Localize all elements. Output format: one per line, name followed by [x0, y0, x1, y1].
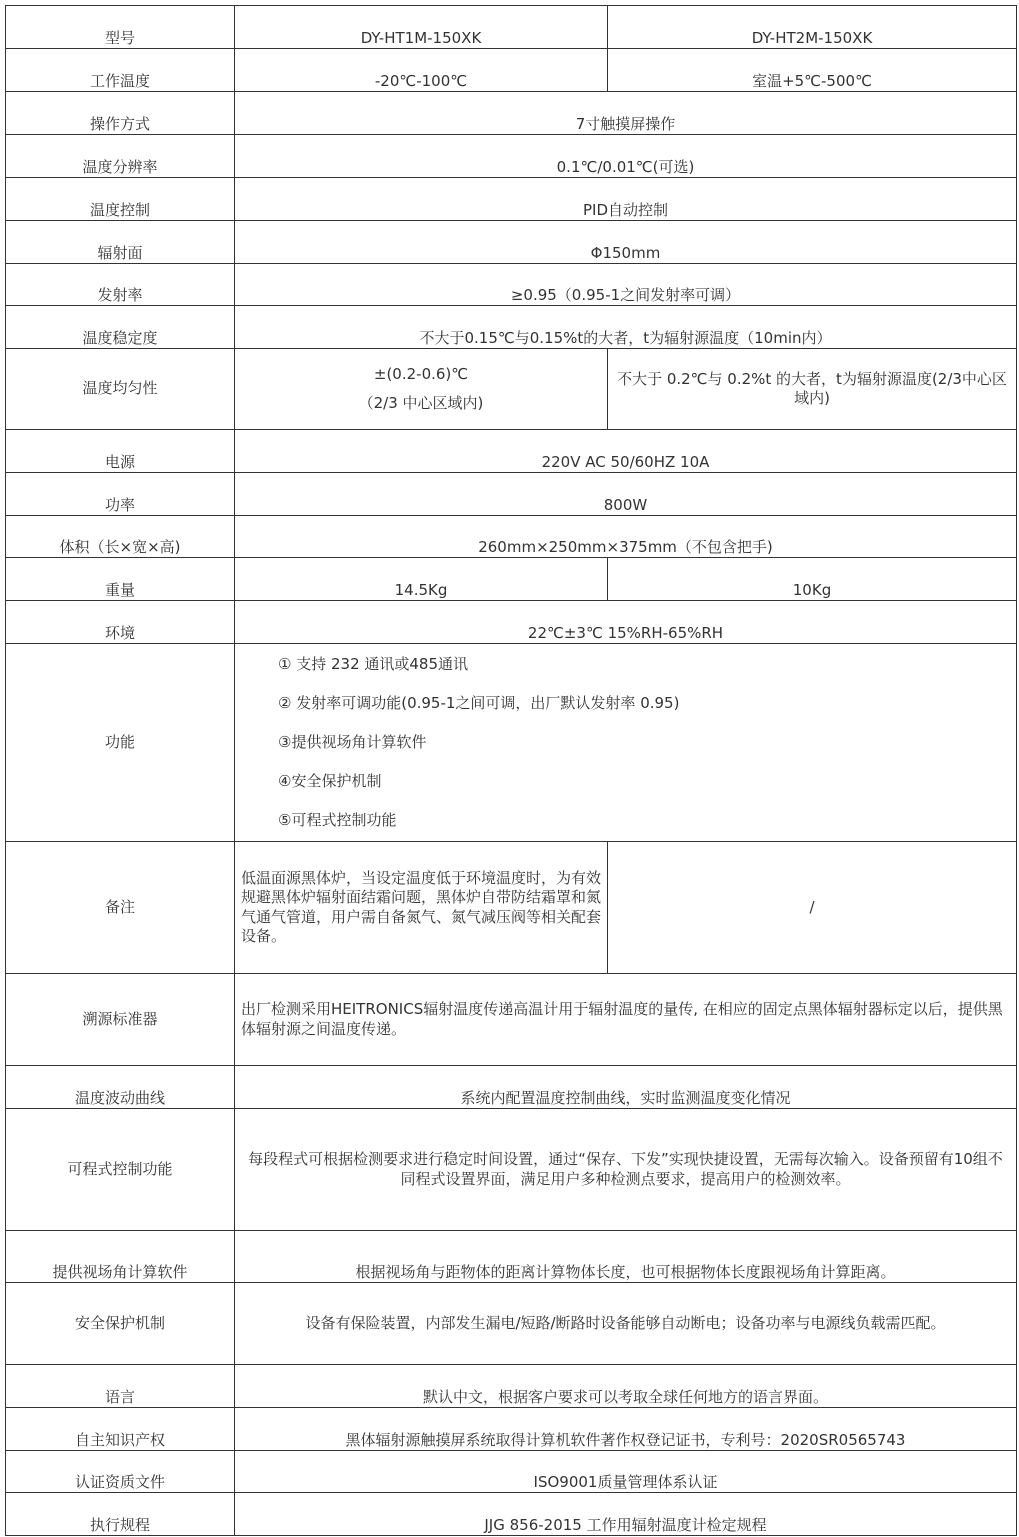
control-value: PID自动控制 — [235, 178, 1017, 221]
spec-table — [5, 5, 1017, 1536]
functions-value — [235, 644, 1017, 842]
row-volume — [6, 516, 1017, 558]
regulation-value: JJG 856-2015 工作用辐射温度计检定规程 — [235, 1493, 1017, 1536]
stability-value: 不大于0.15℃与0.15%t的大者，t为辐射源温度（10min内） — [235, 306, 1017, 349]
volume-value: 260mm×250mm×375mm（不包含把手) — [235, 516, 1017, 558]
row-power — [6, 473, 1017, 516]
power-value: 800W — [235, 473, 1017, 516]
row-remarks — [6, 842, 1017, 974]
weight-value-1: 14.5Kg — [235, 558, 608, 601]
environment-label: 环境 — [6, 601, 235, 644]
work-temp-value-2: 室温+5℃-500℃ — [608, 49, 1017, 92]
weight-value-2: 10Kg — [608, 558, 1017, 601]
row-model — [6, 6, 1017, 49]
row-traceability — [6, 974, 1017, 1066]
stability-label: 温度稳定度 — [6, 306, 235, 349]
power-supply-label: 电源 — [6, 430, 235, 473]
traceability-value: 出厂检测采用HEITRONICS辐射温度传递高温计用于辐射温度的量传, 在相应的固定点黑体辐射器标定以后，提供黑体辐射源之间温度传递。 — [235, 974, 1017, 1066]
function-item: ② 发射率可调功能(0.95-1之间可调，出厂默认发射率 0.95) — [278, 694, 680, 712]
curve-value: 系统内配置温度控制曲线，实时监测温度变化情况 — [235, 1066, 1017, 1109]
safety-label: 安全保护机制 — [6, 1283, 235, 1365]
uniformity-value-1 — [235, 349, 608, 430]
regulation-label: 执行规程 — [6, 1493, 235, 1536]
row-resolution — [6, 135, 1017, 178]
remarks-label: 备注 — [6, 842, 235, 974]
model-value-1: DY-HT1M-150XK — [235, 6, 608, 49]
row-regulation — [6, 1493, 1017, 1536]
curve-label: 温度波动曲线 — [6, 1066, 235, 1109]
uniformity-area: （2/3 中心区域内) — [358, 394, 484, 412]
work-temp-label: 工作温度 — [6, 49, 235, 92]
volume-label: 体积（长×宽×高) — [6, 516, 235, 558]
operation-value: 7寸触摸屏操作 — [235, 92, 1017, 135]
model-label: 型号 — [6, 6, 235, 49]
function-item: ③提供视场角计算软件 — [278, 733, 427, 751]
row-language — [6, 1365, 1017, 1408]
row-curve — [6, 1066, 1017, 1109]
row-functions — [6, 644, 1017, 842]
remarks-value-1: 低温面源黑体炉，当设定温度低于环境温度时，为有效规避黑体炉辐射面结霜问题，黑体炉自带防结霜罩和氮气通气管道，用户需自备氮气、氮气减压阀等相关配套设备。 — [235, 842, 608, 974]
surface-label: 辐射面 — [6, 221, 235, 264]
work-temp-value-1: -20℃-100℃ — [235, 49, 608, 92]
model-value-2: DY-HT2M-150XK — [608, 6, 1017, 49]
function-item: ⑤可程式控制功能 — [278, 811, 397, 829]
programmable-label: 可程式控制功能 — [6, 1109, 235, 1231]
functions-list — [241, 645, 1010, 840]
row-fov-software — [6, 1231, 1017, 1283]
row-operation — [6, 92, 1017, 135]
uniformity-label: 温度均匀性 — [6, 349, 235, 430]
certification-value: ISO9001质量管理体系认证 — [235, 1451, 1017, 1493]
power-label: 功率 — [6, 473, 235, 516]
row-uniformity — [6, 349, 1017, 430]
certification-label: 认证资质文件 — [6, 1451, 235, 1493]
resolution-label: 温度分辨率 — [6, 135, 235, 178]
functions-label: 功能 — [6, 644, 235, 842]
resolution-value: 0.1℃/0.01℃(可选) — [235, 135, 1017, 178]
ip-label: 自主知识产权 — [6, 1408, 235, 1451]
emissivity-value: ≥0.95（0.95-1之间发射率可调） — [235, 264, 1017, 306]
control-label: 温度控制 — [6, 178, 235, 221]
row-control — [6, 178, 1017, 221]
programmable-value: 每段程式可根据检测要求进行稳定时间设置，通过“保存、下发”实现快捷设置，无需每次输入。设备预留有10组不同程式设置界面，满足用户多种检测点要求，提高用户的检测效率。 — [235, 1109, 1017, 1231]
ip-value: 黑体辐射源触摸屏系统取得计算机软件著作权登记证书，专利号：2020SR0565743 — [235, 1408, 1017, 1451]
remarks-value-2: / — [608, 842, 1017, 974]
row-surface — [6, 221, 1017, 264]
power-supply-value: 220V AC 50/60HZ 10A — [235, 430, 1017, 473]
row-safety — [6, 1283, 1017, 1365]
row-ip — [6, 1408, 1017, 1451]
weight-label: 重量 — [6, 558, 235, 601]
fov-software-value: 根据视场角与距物体的距离计算物体长度，也可根据物体长度跟视场角计算距离。 — [235, 1231, 1017, 1283]
language-value: 默认中文，根据客户要求可以考取全球任何地方的语言界面。 — [235, 1365, 1017, 1408]
surface-value: Φ150mm — [235, 221, 1017, 264]
function-item: ④安全保护机制 — [278, 772, 382, 790]
row-stability — [6, 306, 1017, 349]
traceability-label: 溯源标准器 — [6, 974, 235, 1066]
operation-label: 操作方式 — [6, 92, 235, 135]
language-label: 语言 — [6, 1365, 235, 1408]
emissivity-label: 发射率 — [6, 264, 235, 306]
row-power-supply — [6, 430, 1017, 473]
row-certification — [6, 1451, 1017, 1493]
uniformity-range: ±(0.2-0.6)℃ — [373, 364, 469, 383]
fov-software-label: 提供视场角计算软件 — [6, 1231, 235, 1283]
function-item: ① 支持 232 通讯或485通讯 — [278, 655, 469, 673]
row-programmable — [6, 1109, 1017, 1231]
row-environment — [6, 601, 1017, 644]
row-weight — [6, 558, 1017, 601]
row-emissivity — [6, 264, 1017, 306]
environment-value: 22℃±3℃ 15%RH-65%RH — [235, 601, 1017, 644]
row-work-temp — [6, 49, 1017, 92]
safety-value: 设备有保险装置，内部发生漏电/短路/断路时设备能够自动断电；设备功率与电源线负载需匹配。 — [235, 1283, 1017, 1365]
uniformity-value-2: 不大于 0.2℃与 0.2%t 的大者，t为辐射源温度(2/3中心区域内) — [608, 349, 1017, 430]
